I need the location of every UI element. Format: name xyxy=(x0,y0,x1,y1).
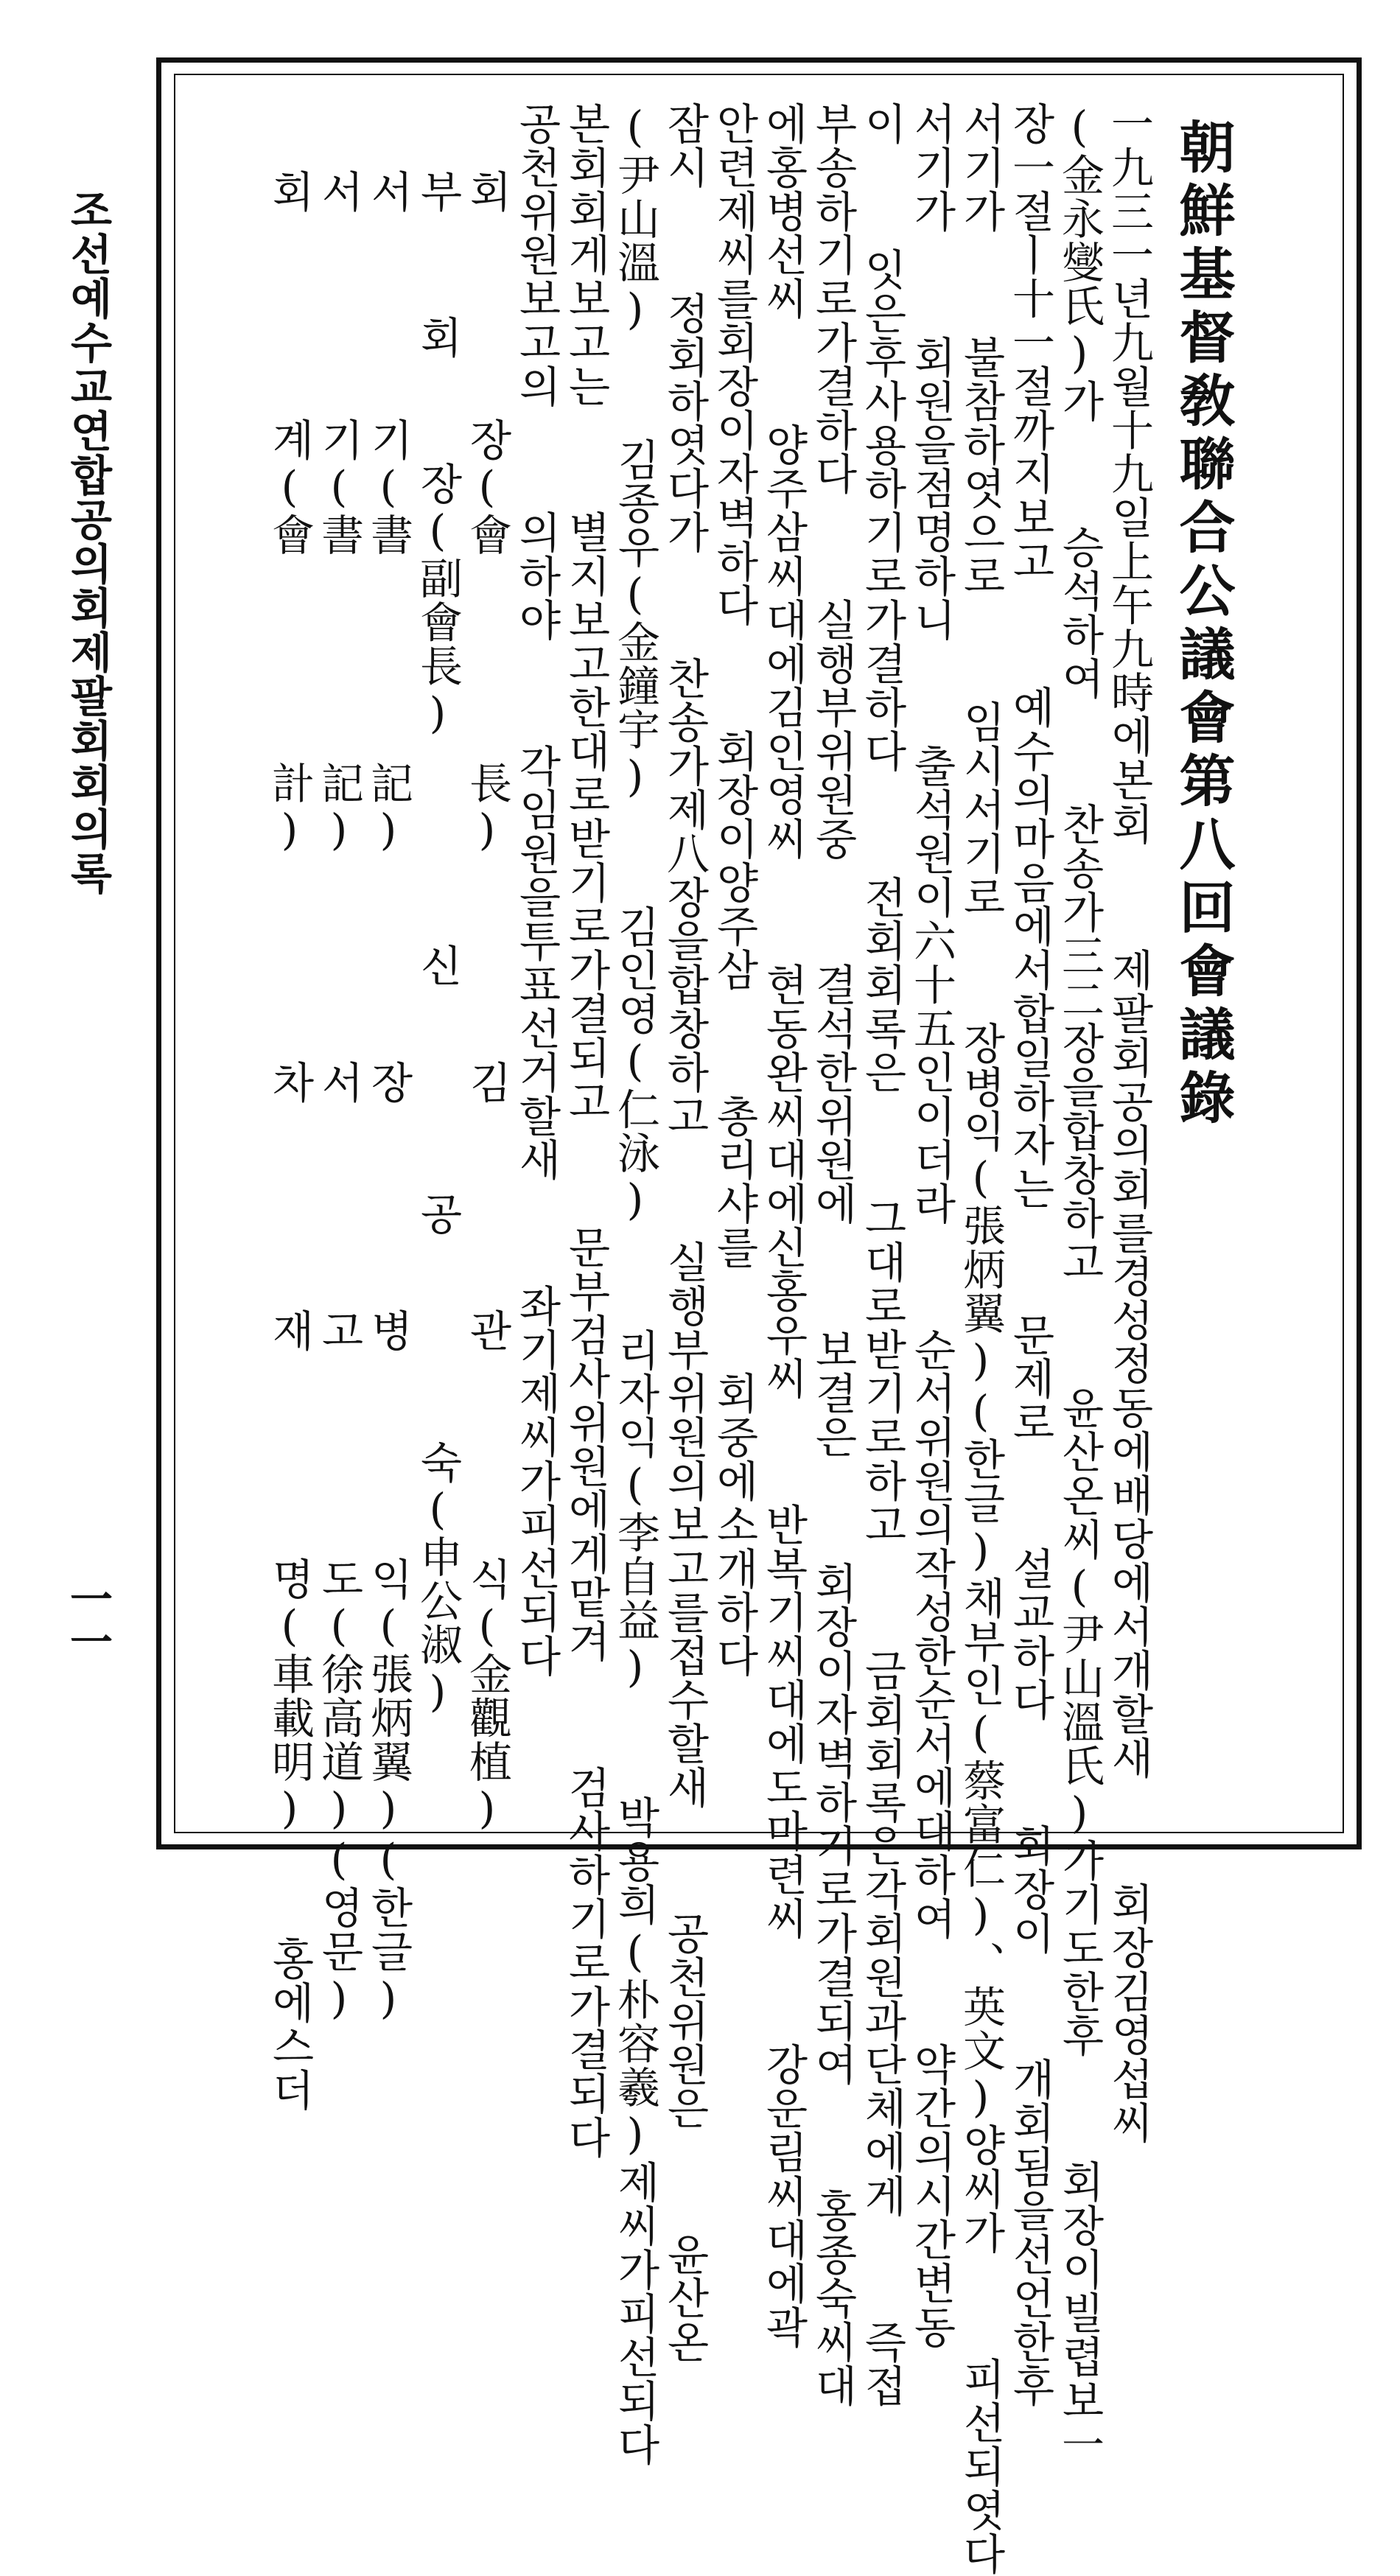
body-line: 안련제씨를회장이자벽하다 회장이양주삼 총리샤를 회중에소개하다 xyxy=(709,102,759,1678)
body-line: 에홍병선씨 양주삼씨대에김인영씨 현동완씨대에신홍우씨 반복기씨대에도마련씨 강운림씨대에곽 xyxy=(758,102,808,2349)
officer-line: 서 기(書 記) 장 병 익(張炳翼)(한글) xyxy=(363,169,413,2025)
body-line: 본회회게보고는 별지보고한대로받기로가결되고 문부검사위원에게맡겨 검사하기로가결되다 xyxy=(561,102,611,2160)
body-line: 서기가 불참하엿으로 임시서기로 장병익(張炳翼)(한글)채부인(蔡富仁)、英文)양씨가 피선되엿다 xyxy=(956,102,1006,2576)
page-title: 朝鮮基督敎聯合公議會第八回會議錄 xyxy=(1170,118,1236,1132)
officer-line: 서 기(書 記) 서 고 도(徐高道)(영문) xyxy=(314,169,364,2025)
body-line: 잠시 정회하엿다가 찬송가제八장을합창하고 실행부위원의보고를접수할새 공천위원은 윤산온 xyxy=(659,102,710,2364)
body-line: 이 잇은후사용하기로가결하다 전회회록은 그대로받기로하고 금회회록은각회원과단체에게 즉접 xyxy=(857,102,907,2408)
body-line: 一九三一년九월十九일上午九時에본회 제팔회공의회를경성정동에배당에서개할새 회장김영섭씨 xyxy=(1104,102,1154,2145)
officer-line: 회 계(會 計) 차 재 명(車載明) 홍에스더 xyxy=(265,169,315,2112)
body-line: (尹山溫) 김종우(金鐘宇) 김인영(仁泳) 리자익(李自益) 박용희(朴容羲)제씨가피선되다 xyxy=(610,102,660,2467)
officer-line: 부 회 장(副會長) 신 공 숙(申公淑) xyxy=(413,169,463,1718)
body-line: 공천위원보고의 의하야 각임원을투표선거할새 좌기제씨가피선되다 xyxy=(511,102,561,1678)
body-line: 서기가 회원을점명하니 출석원이六十五인이더라 순서위원의작성한순서에대하여 약간의시간변동 xyxy=(906,102,956,2349)
side-caption: 조선예수교연합공의회제팔회회의록 xyxy=(63,188,113,895)
body-line: 부송하기로가결하다 실행부위원중 결석한위원에 보결은 회장이자벽하기로가결되여 홍종숙씨대 xyxy=(808,102,858,2408)
page-number: 一一 xyxy=(63,1577,113,1662)
officer-line: 회 장(會 長) 김 관 식(金觀植) xyxy=(462,169,512,1835)
body-line: (金永燮氏)가 승석하여 찬송가三二장을합창하고 윤산온씨(尹山溫氏)가기도한후 회장이빌렵보一 xyxy=(1054,102,1105,2466)
body-line: 장一절ㅣ十一절까지보고 예수의마음에서합일하자는 문제로 설교하다 회장이 개회됨을선언한후 xyxy=(1005,102,1055,2408)
